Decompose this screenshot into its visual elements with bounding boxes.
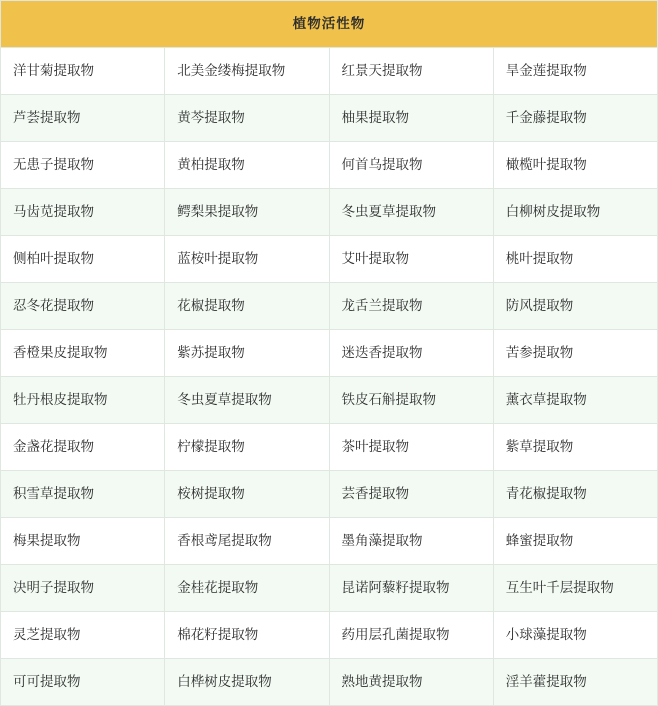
table-cell: 迷迭香提取物 bbox=[329, 330, 493, 377]
table-cell: 积雪草提取物 bbox=[1, 471, 165, 518]
table-cell: 芦荟提取物 bbox=[1, 95, 165, 142]
table-cell: 香根鸢尾提取物 bbox=[165, 518, 329, 565]
table-cell: 灵芝提取物 bbox=[1, 612, 165, 659]
table-cell: 墨角藻提取物 bbox=[329, 518, 493, 565]
table-cell: 茶叶提取物 bbox=[329, 424, 493, 471]
table-cell: 侧柏叶提取物 bbox=[1, 236, 165, 283]
table-cell: 白桦树皮提取物 bbox=[165, 659, 329, 706]
table-cell: 药用层孔菌提取物 bbox=[329, 612, 493, 659]
table-row bbox=[1, 236, 658, 283]
table-cell: 苦参提取物 bbox=[493, 330, 657, 377]
table-cell: 棉花籽提取物 bbox=[165, 612, 329, 659]
table-cell: 冬虫夏草提取物 bbox=[329, 189, 493, 236]
table-cell: 熟地黄提取物 bbox=[329, 659, 493, 706]
table-row bbox=[1, 95, 658, 142]
table-cell: 花椒提取物 bbox=[165, 283, 329, 330]
table-row bbox=[1, 142, 658, 189]
table-cell: 蜂蜜提取物 bbox=[493, 518, 657, 565]
table-cell: 柠檬提取物 bbox=[165, 424, 329, 471]
table-row bbox=[1, 612, 658, 659]
table-cell: 黄芩提取物 bbox=[165, 95, 329, 142]
table-cell: 冬虫夏草提取物 bbox=[165, 377, 329, 424]
table-cell: 昆诺阿藜籽提取物 bbox=[329, 565, 493, 612]
table-cell: 桃叶提取物 bbox=[493, 236, 657, 283]
table-body bbox=[1, 1, 658, 706]
table-row bbox=[1, 48, 658, 95]
table-row bbox=[1, 659, 658, 706]
table-cell: 紫苏提取物 bbox=[165, 330, 329, 377]
table-cell: 梅果提取物 bbox=[1, 518, 165, 565]
table-cell: 无患子提取物 bbox=[1, 142, 165, 189]
table-cell: 鳄梨果提取物 bbox=[165, 189, 329, 236]
table-cell: 旱金莲提取物 bbox=[493, 48, 657, 95]
table-cell: 千金藤提取物 bbox=[493, 95, 657, 142]
table-row bbox=[1, 565, 658, 612]
table-cell: 橄榄叶提取物 bbox=[493, 142, 657, 189]
table-cell: 马齿苋提取物 bbox=[1, 189, 165, 236]
table-cell: 金桂花提取物 bbox=[165, 565, 329, 612]
table-cell: 龙舌兰提取物 bbox=[329, 283, 493, 330]
table-cell: 艾叶提取物 bbox=[329, 236, 493, 283]
table-row bbox=[1, 283, 658, 330]
table-cell: 薰衣草提取物 bbox=[493, 377, 657, 424]
table-cell: 芸香提取物 bbox=[329, 471, 493, 518]
table-row bbox=[1, 330, 658, 377]
table-cell: 小球藻提取物 bbox=[493, 612, 657, 659]
table-cell: 互生叶千层提取物 bbox=[493, 565, 657, 612]
table-cell: 柚果提取物 bbox=[329, 95, 493, 142]
table-row bbox=[1, 424, 658, 471]
table-cell: 金盏花提取物 bbox=[1, 424, 165, 471]
table-cell: 北美金缕梅提取物 bbox=[165, 48, 329, 95]
table-cell: 何首乌提取物 bbox=[329, 142, 493, 189]
table-row bbox=[1, 471, 658, 518]
table-cell: 香橙果皮提取物 bbox=[1, 330, 165, 377]
table-cell: 黄柏提取物 bbox=[165, 142, 329, 189]
table-cell: 牡丹根皮提取物 bbox=[1, 377, 165, 424]
table-row bbox=[1, 518, 658, 565]
table-cell: 防风提取物 bbox=[493, 283, 657, 330]
table-cell: 铁皮石斛提取物 bbox=[329, 377, 493, 424]
table-title-row bbox=[1, 1, 658, 48]
table-cell: 忍冬花提取物 bbox=[1, 283, 165, 330]
table-row bbox=[1, 377, 658, 424]
table-cell: 洋甘菊提取物 bbox=[1, 48, 165, 95]
table-cell: 决明子提取物 bbox=[1, 565, 165, 612]
table-cell: 青花椒提取物 bbox=[493, 471, 657, 518]
table-cell: 可可提取物 bbox=[1, 659, 165, 706]
table-cell: 淫羊藿提取物 bbox=[493, 659, 657, 706]
table-cell: 红景天提取物 bbox=[329, 48, 493, 95]
table-cell: 白柳树皮提取物 bbox=[493, 189, 657, 236]
table-row bbox=[1, 189, 658, 236]
table-cell: 蓝桉叶提取物 bbox=[165, 236, 329, 283]
table-cell: 桉树提取物 bbox=[165, 471, 329, 518]
page-title: 植物活性物 bbox=[1, 1, 658, 48]
table-cell: 紫草提取物 bbox=[493, 424, 657, 471]
